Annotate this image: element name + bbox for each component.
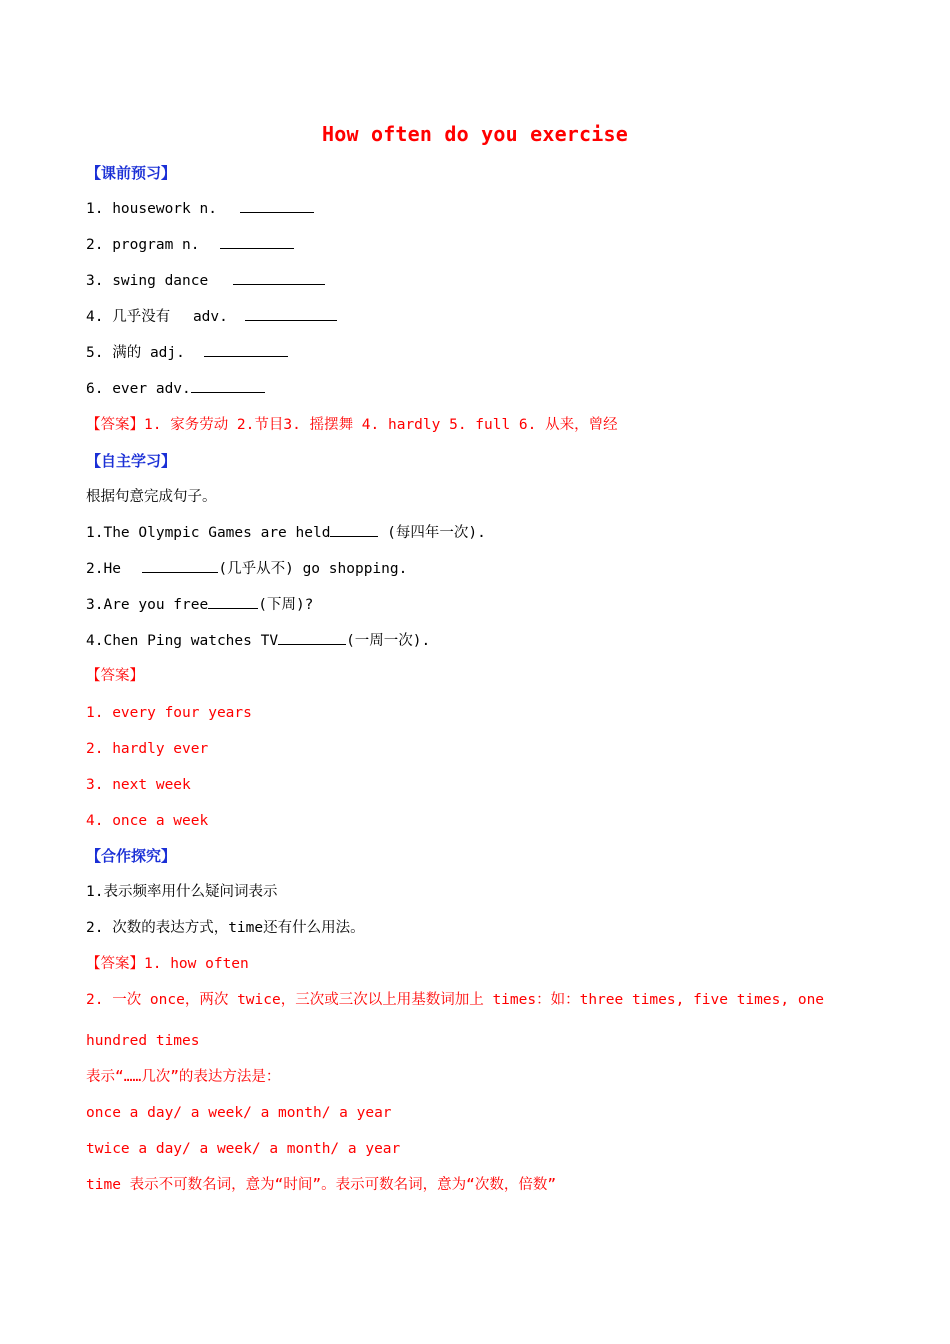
question-3 <box>86 595 313 615</box>
answer-blank <box>204 344 288 357</box>
question-hint: (下周)? <box>258 597 314 613</box>
answer-item-1: 1. every four years <box>86 705 252 721</box>
coop-question-2: 2. 次数的表达方式，time还有什么用法。 <box>86 920 365 936</box>
question-hint: (几乎从不) go shopping. <box>218 561 408 577</box>
question-2 <box>86 559 407 579</box>
item-text: housework n. <box>112 201 217 217</box>
preview-item-2 <box>86 235 294 255</box>
answer-blank <box>208 596 258 609</box>
question-text: 2.He <box>86 561 139 577</box>
coop-answer-4: once a day/ a week/ a month/ a year <box>86 1105 392 1121</box>
question-hint: (一周一次). <box>346 633 431 649</box>
preview-answer <box>86 415 618 435</box>
answer-blank <box>245 308 337 321</box>
coop-answer-6: time 表示不可数名词，意为“时间”。表示可数名词，意为“次数，倍数” <box>86 1177 557 1193</box>
item-number: 3. <box>86 273 104 289</box>
question-text: 1.The Olympic Games are held <box>86 525 331 541</box>
question-4 <box>86 631 430 651</box>
item-number: 6. <box>86 381 104 397</box>
instruction: 根据句意完成句子。 <box>86 489 217 505</box>
answer-blank <box>240 200 314 213</box>
section-header-preview: 【课前预习】 <box>86 164 177 182</box>
coop-question-1: 1.表示频率用什么疑问词表示 <box>86 884 278 900</box>
preview-item-1 <box>86 199 314 219</box>
question-hint: (每四年一次). <box>378 525 486 541</box>
answer-blank <box>233 272 325 285</box>
section-header-coop: 【合作探究】 <box>86 847 177 865</box>
item-number: 1. <box>86 201 104 217</box>
page-title: How often do you exercise <box>321 122 629 146</box>
coop-answer-3: 表示“……几次”的表达方法是： <box>86 1069 281 1085</box>
coop-answer-5: twice a day/ a week/ a month/ a year <box>86 1141 401 1157</box>
preview-item-4 <box>86 307 337 327</box>
coop-answer-2: 2. 一次 once，两次 twice，三次或三次以上用基数词加上 times：如：three times, five times, one <box>86 992 825 1008</box>
item-text: 几乎没有 <box>112 309 171 325</box>
item-number: 4. <box>86 309 104 325</box>
question-text: 3.Are you free <box>86 597 209 613</box>
preview-item-3 <box>86 271 325 291</box>
answer-text: 1. how often <box>144 956 249 972</box>
question-text: 4.Chen Ping watches TV <box>86 633 279 649</box>
item-text: swing dance <box>112 273 209 289</box>
item-text: ever adv. <box>112 381 191 397</box>
answer-blank <box>330 524 378 537</box>
item-number: 5. <box>86 345 104 361</box>
answer-blank <box>142 560 218 573</box>
answer-item-3: 3. next week <box>86 777 191 793</box>
item-pos: adj. <box>149 345 185 361</box>
answer-blank <box>191 380 265 393</box>
question-1 <box>86 523 486 543</box>
answer-label: 【答案】 <box>86 417 144 433</box>
preview-item-6 <box>86 379 265 399</box>
answer-blank <box>278 632 346 645</box>
answer-label: 【答案】 <box>86 668 144 684</box>
coop-answer-2-cont: hundred times <box>86 1033 200 1049</box>
answer-blank <box>220 236 294 249</box>
answer-item-4: 4. once a week <box>86 813 209 829</box>
preview-item-5 <box>86 343 288 363</box>
answer-text: 1. 家务劳动 2.节目3. 摇摆舞 4. hardly 5. full 6. 从来，曾经 <box>144 417 618 433</box>
item-pos: adv. <box>192 309 228 325</box>
item-number: 2. <box>86 237 104 253</box>
item-text: program n. <box>112 237 200 253</box>
coop-answer-1 <box>86 954 249 974</box>
answer-label: 【答案】 <box>86 956 144 972</box>
answer-item-2: 2. hardly ever <box>86 741 209 757</box>
section-header-self-study: 【自主学习】 <box>86 452 177 470</box>
item-text: 满的 <box>112 345 142 361</box>
